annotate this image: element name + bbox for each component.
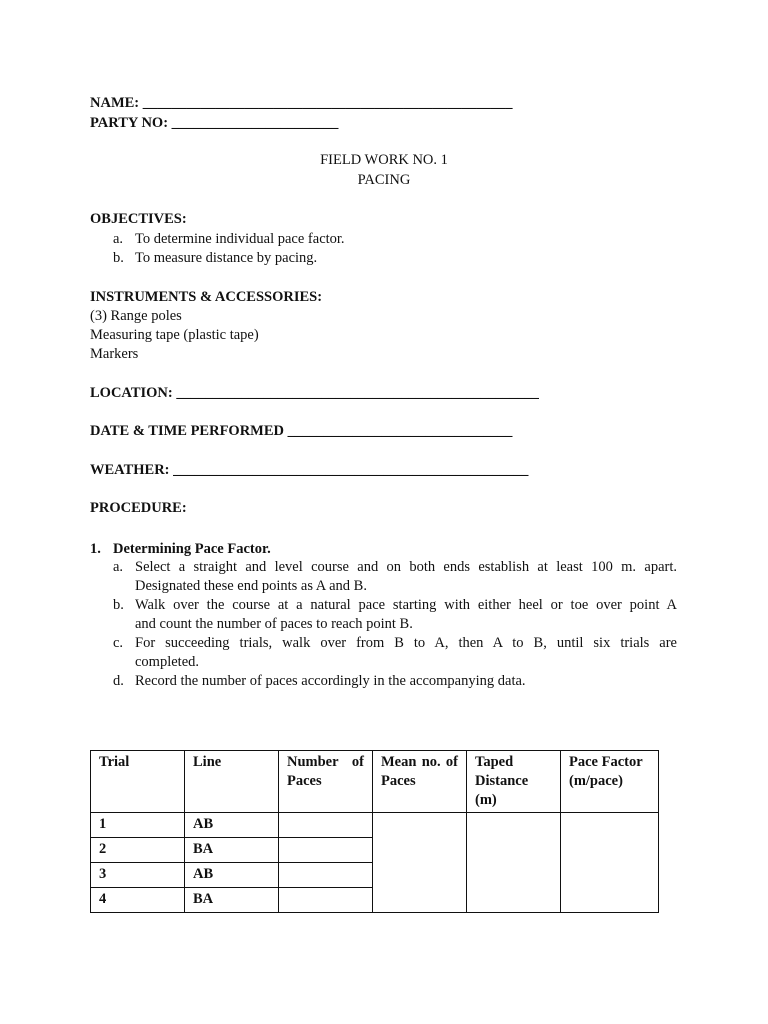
header-number-of-paces: Number of Paces: [279, 751, 373, 813]
step-marker: c.: [113, 635, 124, 651]
weather-field: WEATHER: _________________________________________________: [90, 462, 529, 478]
cell-line: BA: [185, 888, 279, 913]
step-text-line: For succeeding trials, walk over from B to A, then A to B, until six trials are: [135, 635, 677, 651]
cell-trial: 4: [91, 888, 185, 913]
cell-trial: 3: [91, 863, 185, 888]
party-no-field: PARTY NO: _______________________: [90, 115, 339, 131]
header-pace-factor: Pace Factor (m/pace): [561, 751, 659, 813]
step-text-line: Designated these end points as A and B.: [135, 578, 367, 594]
step-text-line: Select a straight and level course and on both ends establish at least 100 m. apart.: [135, 559, 677, 575]
step-text-line: completed.: [135, 654, 200, 670]
document-title: FIELD WORK NO. 1: [320, 152, 448, 168]
header-taped-distance: Taped Distance (m): [467, 751, 561, 813]
name-field: NAME: ___________________________________________________: [90, 95, 513, 111]
objective-marker: a.: [113, 231, 124, 247]
cell-line: BA: [185, 838, 279, 863]
cell-taped-distance[interactable]: [467, 813, 561, 913]
procedure-step: [113, 672, 677, 691]
cell-number-of-paces[interactable]: [279, 838, 373, 863]
document-subtitle: PACING: [357, 172, 411, 188]
objective-text: To determine individual pace factor.: [135, 231, 345, 247]
procedure-steps: [113, 558, 677, 691]
table-row: [91, 813, 659, 838]
step-text-line: Walk over the course at a natural pace starting with either heel or toe over point A: [135, 597, 677, 613]
cell-pace-factor[interactable]: [561, 813, 659, 913]
location-field: LOCATION: __________________________________________________: [90, 385, 539, 401]
instrument-item: Markers: [90, 346, 139, 362]
instrument-item: (3) Range poles: [90, 308, 182, 324]
table-header-row: [91, 751, 659, 813]
header-mean-paces: Mean no. of Paces: [373, 751, 467, 813]
objective-item: [113, 249, 677, 268]
pacing-data-table: [90, 750, 659, 913]
cell-mean-paces[interactable]: [373, 813, 467, 913]
procedure-step: [113, 596, 677, 634]
objective-text: To measure distance by pacing.: [135, 250, 318, 266]
step-marker: b.: [113, 597, 124, 613]
step-marker: d.: [113, 673, 124, 689]
step-text-line: and count the number of paces to reach point B.: [135, 616, 413, 632]
header-line: Line: [185, 751, 279, 813]
header-trial: Trial: [91, 751, 185, 813]
instrument-item: Measuring tape (plastic tape): [90, 327, 259, 343]
cell-trial: 1: [91, 813, 185, 838]
objectives-list: [113, 230, 677, 268]
date-time-field: DATE & TIME PERFORMED _______________________________: [90, 423, 513, 439]
cell-number-of-paces[interactable]: [279, 863, 373, 888]
procedure-step: [113, 558, 677, 596]
step-marker: a.: [113, 559, 124, 575]
procedure-section-marker: 1.: [90, 541, 101, 557]
step-text-line: Record the number of paces accordingly in the accompanying data.: [135, 673, 526, 689]
cell-trial: 2: [91, 838, 185, 863]
instruments-heading: INSTRUMENTS & ACCESSORIES:: [90, 289, 323, 305]
cell-line: AB: [185, 813, 279, 838]
objective-item: [113, 230, 677, 249]
procedure-heading: PROCEDURE:: [90, 500, 187, 516]
cell-line: AB: [185, 863, 279, 888]
procedure-step: [113, 634, 677, 672]
cell-number-of-paces[interactable]: [279, 888, 373, 913]
procedure-section-title: Determining Pace Factor.: [113, 541, 271, 557]
objectives-heading: OBJECTIVES:: [90, 211, 187, 227]
objective-marker: b.: [113, 250, 124, 266]
cell-number-of-paces[interactable]: [279, 813, 373, 838]
